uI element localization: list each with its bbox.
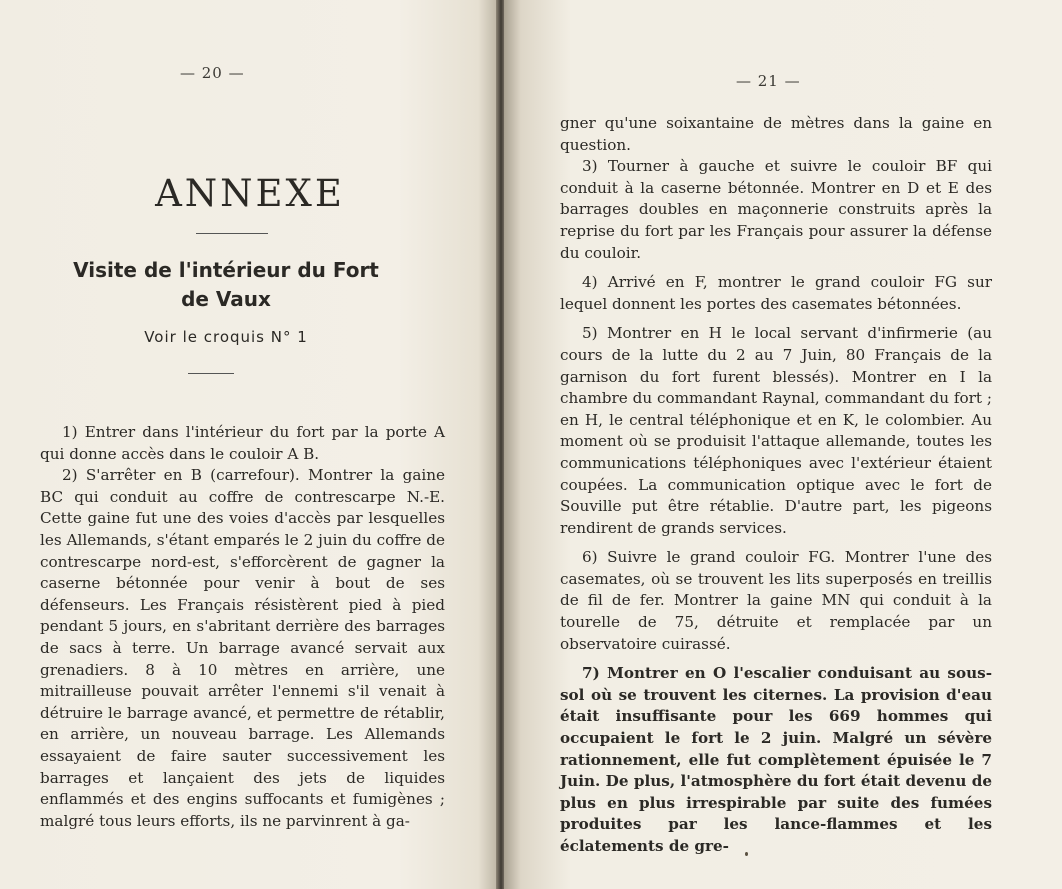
section-heading-line1: Visite de l'intérieur du Fort — [73, 258, 379, 282]
paragraph-7: 7) Montrer en O l'escalier conduisant au sous-sol où se trouvent les citernes. La provision d'eau était insuffisante pour les 669 hommes qui occupaient le fort le 2 juin. Malgré un sévère rationnement, elle fut complètement épuisée le 7 Juin. De plus, l'atmosphère du fort était devenu de plus en plus irrespirable par suite des fumées produites par les lance-flammes et les éclatements de gre- — [560, 664, 992, 855]
left-page — [0, 0, 498, 889]
paragraph-4: 4) Arrivé en F, montrer le grand couloir FG sur lequel donnent les portes des casemates bétonnées. — [560, 273, 992, 313]
paragraph-1: 1) Entrer dans l'intérieur du fort par la porte A qui donne accès dans le couloir A B. — [40, 423, 445, 463]
page-number-left: — 20 — — [180, 64, 245, 82]
paragraph-3: 3) Tourner à gauche et suivre le couloir BF qui conduit à la caserne bétonnée. Montrer en D et E des barrages doubles en maçonnerie construits après la reprise du fort par les Français pour assurer la défense du couloir. — [560, 157, 992, 262]
section-heading — [0, 256, 452, 314]
sketch-reference: Voir le croquis N° 1 — [144, 328, 308, 346]
paragraph-6: 6) Suivre le grand couloir FG. Montrer l'une des casemates, où se trouvent les lits superposés en treillis de fil de fer. Montrer la gaine MN qui conduit à la tourelle de 75, détruite et remplacée par un observatoire cuirassé. — [560, 548, 992, 653]
left-body-text — [40, 422, 445, 832]
ink-speck — [745, 852, 748, 856]
paragraph-2: 2) S'arrêter en B (carrefour). Montrer la gaine BC qui conduit au coffre de contrescarpe N.-E. Cette gaine fut une des voies d'accès par lesquelles les Allemands, s'étant emparés le 2 juin du coffre de contrescarpe nord-est, s'efforcèrent de gagner la caserne bétonnée pour venir à bout de ses défenseurs. Les Français résistèrent pied à pied pendant 5 jours, en s'abritant derrière des barrages de sacs à terre. Un barrage avancé servait aux grenadiers. 8 à 10 mètres en arrière, une mitrailleuse pouvait arrêter l'ennemi s'il venait à détruire le barrage avancé, et permettre de rétablir, en arrière, un nouveau barrage. Les Allemands essayaient de faire sauter successivement les barrages et lançaient des jets de liquides enflammés et des engins suffocants et fumigènes ; malgré tous leurs efforts, ils ne parvinrent à ga- — [40, 466, 445, 830]
sketch-rule — [188, 373, 234, 374]
section-heading-line2: de Vaux — [181, 287, 271, 311]
right-body-text — [560, 113, 992, 858]
annex-title: ANNEXE — [155, 172, 345, 215]
paragraph-5: 5) Montrer en H le local servant d'infirmerie (au cours de la lutte du 2 au 7 Juin, 80 Français de la garnison du fort furent blessés). Montrer en I la chambre du commandant Raynal, commandant du fort ; en H, le central téléphonique et en K, le colombier. Au moment où se produisit l'attaque allemande, toutes les communications téléphoniques avec l'extérieur étaient coupées. La communication optique avec le fort de Souville put être rétablie. D'autre part, les pigeons rendirent de grands services. — [560, 324, 992, 537]
title-rule — [196, 233, 268, 234]
paragraph-continuation: gner qu'une soixantaine de mètres dans la gaine en question. — [560, 114, 992, 154]
page-number-right: — 21 — — [736, 72, 801, 90]
